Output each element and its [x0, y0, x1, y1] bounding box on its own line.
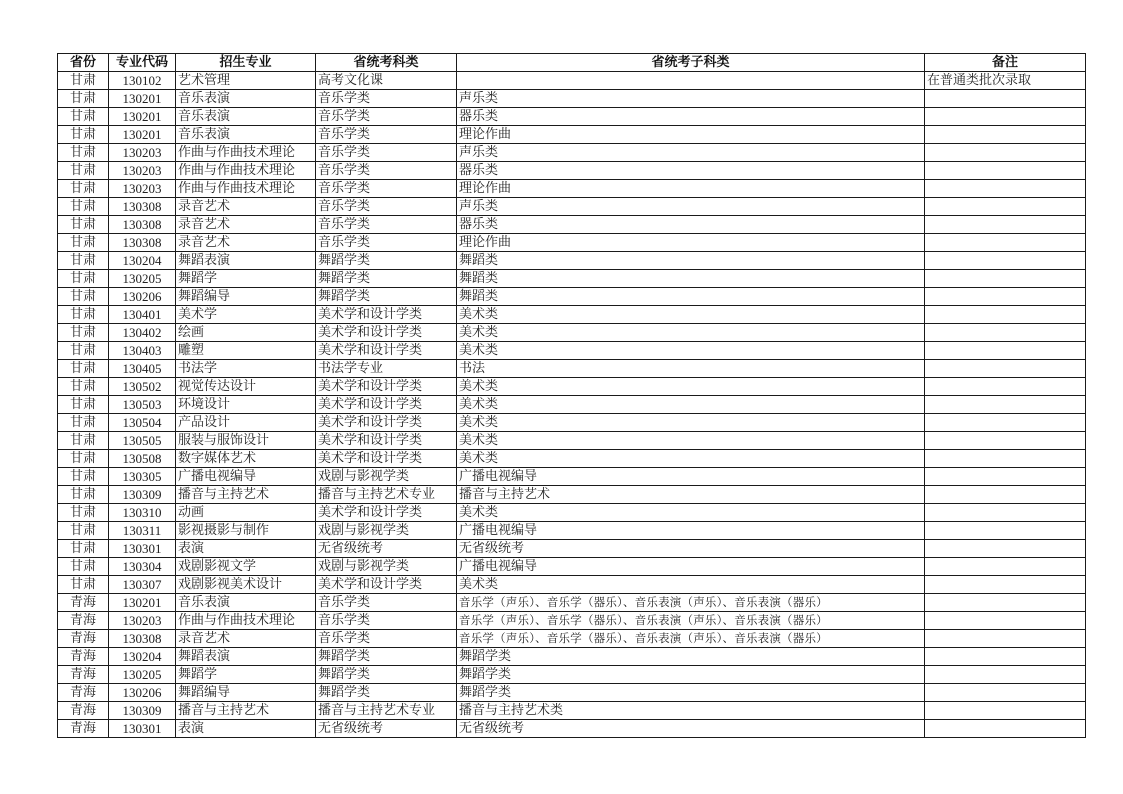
cell-province: 甘肃 [58, 504, 109, 522]
cell-note [925, 522, 1086, 540]
cell-province: 甘肃 [58, 198, 109, 216]
cell-major: 表演 [176, 720, 316, 738]
table-row [58, 72, 1086, 90]
table-row [58, 576, 1086, 594]
cell-code: 130504 [109, 414, 176, 432]
cell-category: 音乐学类 [316, 90, 457, 108]
cell-subcategory: 美术类 [457, 324, 925, 342]
cell-province: 甘肃 [58, 486, 109, 504]
table-row [58, 684, 1086, 702]
cell-major: 舞蹈学 [176, 666, 316, 684]
cell-subcategory: 美术类 [457, 432, 925, 450]
cell-major: 作曲与作曲技术理论 [176, 144, 316, 162]
cell-subcategory: 声乐类 [457, 198, 925, 216]
cell-category: 音乐学类 [316, 216, 457, 234]
cell-category: 播音与主持艺术专业 [316, 486, 457, 504]
cell-province: 甘肃 [58, 342, 109, 360]
table-row [58, 558, 1086, 576]
cell-code: 130310 [109, 504, 176, 522]
cell-major: 数字媒体艺术 [176, 450, 316, 468]
cell-major: 舞蹈表演 [176, 252, 316, 270]
table-row [58, 252, 1086, 270]
cell-major: 视觉传达设计 [176, 378, 316, 396]
cell-subcategory: 美术类 [457, 504, 925, 522]
cell-note [925, 666, 1086, 684]
cell-code: 130204 [109, 252, 176, 270]
cell-category: 美术学和设计学类 [316, 504, 457, 522]
cell-code: 130201 [109, 594, 176, 612]
cell-subcategory: 播音与主持艺术 [457, 486, 925, 504]
cell-note [925, 630, 1086, 648]
cell-category: 音乐学类 [316, 144, 457, 162]
cell-note [925, 378, 1086, 396]
cell-code: 130309 [109, 702, 176, 720]
cell-note [925, 216, 1086, 234]
table-row [58, 90, 1086, 108]
table-row [58, 306, 1086, 324]
cell-note [925, 360, 1086, 378]
cell-province: 甘肃 [58, 432, 109, 450]
cell-category: 美术学和设计学类 [316, 378, 457, 396]
cell-subcategory: 广播电视编导 [457, 558, 925, 576]
cell-subcategory: 舞蹈类 [457, 288, 925, 306]
cell-note [925, 720, 1086, 738]
table-row [58, 378, 1086, 396]
table-row [58, 594, 1086, 612]
cell-category: 音乐学类 [316, 612, 457, 630]
cell-category: 舞蹈学类 [316, 648, 457, 666]
table-row [58, 648, 1086, 666]
cell-province: 甘肃 [58, 234, 109, 252]
cell-subcategory: 美术类 [457, 414, 925, 432]
cell-province: 青海 [58, 720, 109, 738]
cell-subcategory: 理论作曲 [457, 126, 925, 144]
cell-code: 130206 [109, 684, 176, 702]
admissions-table [57, 53, 1086, 738]
cell-code: 130205 [109, 270, 176, 288]
cell-major: 作曲与作曲技术理论 [176, 180, 316, 198]
cell-subcategory: 舞蹈学类 [457, 684, 925, 702]
cell-note [925, 468, 1086, 486]
table-row [58, 180, 1086, 198]
cell-province: 青海 [58, 594, 109, 612]
cell-major: 戏剧影视美术设计 [176, 576, 316, 594]
cell-note [925, 162, 1086, 180]
cell-category: 美术学和设计学类 [316, 324, 457, 342]
cell-category: 舞蹈学类 [316, 270, 457, 288]
cell-major: 录音艺术 [176, 198, 316, 216]
table-body [58, 72, 1086, 738]
cell-province: 青海 [58, 612, 109, 630]
header-major: 招生专业 [176, 54, 316, 72]
cell-note [925, 504, 1086, 522]
cell-code: 130204 [109, 648, 176, 666]
cell-major: 服装与服饰设计 [176, 432, 316, 450]
cell-subcategory: 美术类 [457, 342, 925, 360]
cell-subcategory: 器乐类 [457, 108, 925, 126]
cell-subcategory: 书法 [457, 360, 925, 378]
cell-note [925, 306, 1086, 324]
cell-category: 美术学和设计学类 [316, 576, 457, 594]
header-row [58, 54, 1086, 72]
cell-code: 130309 [109, 486, 176, 504]
cell-category: 无省级统考 [316, 720, 457, 738]
cell-note [925, 396, 1086, 414]
cell-note [925, 702, 1086, 720]
table-row [58, 198, 1086, 216]
table-row [58, 216, 1086, 234]
cell-code: 130402 [109, 324, 176, 342]
table-row [58, 540, 1086, 558]
cell-province: 甘肃 [58, 324, 109, 342]
cell-province: 甘肃 [58, 144, 109, 162]
cell-category: 播音与主持艺术专业 [316, 702, 457, 720]
cell-major: 作曲与作曲技术理论 [176, 162, 316, 180]
cell-subcategory: 舞蹈类 [457, 270, 925, 288]
cell-province: 甘肃 [58, 306, 109, 324]
cell-major: 书法学 [176, 360, 316, 378]
cell-category: 美术学和设计学类 [316, 396, 457, 414]
cell-major: 舞蹈表演 [176, 648, 316, 666]
table-row [58, 432, 1086, 450]
table-row [58, 162, 1086, 180]
cell-code: 130308 [109, 234, 176, 252]
cell-category: 戏剧与影视学类 [316, 522, 457, 540]
table-row [58, 126, 1086, 144]
cell-major: 播音与主持艺术 [176, 486, 316, 504]
cell-province: 青海 [58, 648, 109, 666]
table-row [58, 288, 1086, 306]
cell-major: 音乐表演 [176, 594, 316, 612]
cell-code: 130503 [109, 396, 176, 414]
cell-code: 130304 [109, 558, 176, 576]
cell-subcategory: 美术类 [457, 378, 925, 396]
cell-category: 音乐学类 [316, 162, 457, 180]
cell-subcategory: 舞蹈学类 [457, 648, 925, 666]
table-row [58, 486, 1086, 504]
table-row [58, 414, 1086, 432]
table-row [58, 630, 1086, 648]
cell-note [925, 594, 1086, 612]
cell-province: 甘肃 [58, 414, 109, 432]
table-row [58, 234, 1086, 252]
cell-code: 130307 [109, 576, 176, 594]
cell-code: 130508 [109, 450, 176, 468]
cell-major: 舞蹈学 [176, 270, 316, 288]
table-row [58, 342, 1086, 360]
cell-category: 音乐学类 [316, 198, 457, 216]
table-row [58, 108, 1086, 126]
cell-subcategory: 器乐类 [457, 216, 925, 234]
cell-province: 甘肃 [58, 396, 109, 414]
cell-subcategory: 理论作曲 [457, 180, 925, 198]
cell-subcategory: 器乐类 [457, 162, 925, 180]
cell-note [925, 576, 1086, 594]
cell-major: 舞蹈编导 [176, 684, 316, 702]
cell-note [925, 684, 1086, 702]
table-row [58, 702, 1086, 720]
cell-note [925, 342, 1086, 360]
cell-code: 130505 [109, 432, 176, 450]
cell-major: 戏剧影视文学 [176, 558, 316, 576]
cell-subcategory: 音乐学（声乐）、音乐学（器乐）、音乐表演（声乐）、音乐表演（器乐） [457, 630, 925, 648]
cell-subcategory: 广播电视编导 [457, 522, 925, 540]
cell-subcategory: 声乐类 [457, 144, 925, 162]
cell-subcategory: 音乐学（声乐）、音乐学（器乐）、音乐表演（声乐）、音乐表演（器乐） [457, 594, 925, 612]
cell-category: 舞蹈学类 [316, 684, 457, 702]
cell-code: 130308 [109, 630, 176, 648]
cell-note: 在普通类批次录取 [925, 72, 1086, 90]
cell-province: 甘肃 [58, 90, 109, 108]
cell-note [925, 414, 1086, 432]
cell-subcategory: 无省级统考 [457, 720, 925, 738]
cell-province: 甘肃 [58, 360, 109, 378]
cell-code: 130201 [109, 108, 176, 126]
cell-province: 甘肃 [58, 270, 109, 288]
cell-subcategory: 美术类 [457, 396, 925, 414]
cell-category: 戏剧与影视学类 [316, 558, 457, 576]
cell-note [925, 324, 1086, 342]
cell-note [925, 432, 1086, 450]
cell-note [925, 180, 1086, 198]
table-row [58, 720, 1086, 738]
table-row [58, 468, 1086, 486]
cell-major: 美术学 [176, 306, 316, 324]
cell-note [925, 270, 1086, 288]
cell-province: 甘肃 [58, 540, 109, 558]
cell-province: 甘肃 [58, 126, 109, 144]
cell-note [925, 108, 1086, 126]
cell-note [925, 234, 1086, 252]
cell-major: 播音与主持艺术 [176, 702, 316, 720]
cell-province: 甘肃 [58, 450, 109, 468]
table-row [58, 270, 1086, 288]
table-row [58, 396, 1086, 414]
cell-category: 高考文化课 [316, 72, 457, 90]
cell-code: 130206 [109, 288, 176, 306]
cell-note [925, 252, 1086, 270]
cell-category: 戏剧与影视学类 [316, 468, 457, 486]
cell-province: 甘肃 [58, 108, 109, 126]
cell-category: 音乐学类 [316, 126, 457, 144]
cell-province: 甘肃 [58, 162, 109, 180]
table-row [58, 666, 1086, 684]
cell-category: 无省级统考 [316, 540, 457, 558]
cell-category: 音乐学类 [316, 630, 457, 648]
cell-note [925, 90, 1086, 108]
cell-major: 影视摄影与制作 [176, 522, 316, 540]
header-code: 专业代码 [109, 54, 176, 72]
cell-category: 舞蹈学类 [316, 252, 457, 270]
cell-major: 产品设计 [176, 414, 316, 432]
cell-subcategory: 美术类 [457, 450, 925, 468]
cell-subcategory: 理论作曲 [457, 234, 925, 252]
cell-code: 130403 [109, 342, 176, 360]
cell-category: 美术学和设计学类 [316, 306, 457, 324]
header-category: 省统考科类 [316, 54, 457, 72]
cell-subcategory [457, 72, 925, 90]
cell-province: 甘肃 [58, 522, 109, 540]
cell-major: 录音艺术 [176, 630, 316, 648]
cell-category: 美术学和设计学类 [316, 414, 457, 432]
cell-major: 录音艺术 [176, 216, 316, 234]
cell-province: 甘肃 [58, 216, 109, 234]
cell-category: 美术学和设计学类 [316, 450, 457, 468]
cell-major: 音乐表演 [176, 90, 316, 108]
header-province: 省份 [58, 54, 109, 72]
cell-code: 130308 [109, 216, 176, 234]
cell-code: 130311 [109, 522, 176, 540]
cell-subcategory: 无省级统考 [457, 540, 925, 558]
cell-category: 舞蹈学类 [316, 666, 457, 684]
cell-major: 音乐表演 [176, 126, 316, 144]
cell-major: 雕塑 [176, 342, 316, 360]
cell-province: 甘肃 [58, 576, 109, 594]
cell-category: 音乐学类 [316, 234, 457, 252]
cell-province: 甘肃 [58, 72, 109, 90]
cell-province: 甘肃 [58, 252, 109, 270]
cell-code: 130201 [109, 90, 176, 108]
cell-note [925, 288, 1086, 306]
table-row [58, 504, 1086, 522]
cell-province: 甘肃 [58, 468, 109, 486]
cell-code: 130203 [109, 144, 176, 162]
cell-category: 音乐学类 [316, 594, 457, 612]
cell-category: 舞蹈学类 [316, 288, 457, 306]
cell-code: 130308 [109, 198, 176, 216]
cell-major: 录音艺术 [176, 234, 316, 252]
cell-province: 甘肃 [58, 180, 109, 198]
cell-major: 音乐表演 [176, 108, 316, 126]
cell-major: 舞蹈编导 [176, 288, 316, 306]
cell-major: 作曲与作曲技术理论 [176, 612, 316, 630]
cell-code: 130203 [109, 612, 176, 630]
cell-note [925, 612, 1086, 630]
cell-subcategory: 美术类 [457, 576, 925, 594]
cell-note [925, 450, 1086, 468]
cell-code: 130205 [109, 666, 176, 684]
cell-code: 130405 [109, 360, 176, 378]
cell-code: 130401 [109, 306, 176, 324]
cell-category: 美术学和设计学类 [316, 342, 457, 360]
table-row [58, 612, 1086, 630]
cell-major: 动画 [176, 504, 316, 522]
cell-category: 书法学专业 [316, 360, 457, 378]
cell-province: 青海 [58, 630, 109, 648]
cell-category: 音乐学类 [316, 180, 457, 198]
cell-code: 130301 [109, 540, 176, 558]
cell-major: 广播电视编导 [176, 468, 316, 486]
cell-subcategory: 声乐类 [457, 90, 925, 108]
cell-code: 130203 [109, 162, 176, 180]
cell-note [925, 126, 1086, 144]
cell-major: 绘画 [176, 324, 316, 342]
cell-code: 130201 [109, 126, 176, 144]
table-row [58, 450, 1086, 468]
cell-province: 甘肃 [58, 378, 109, 396]
table-row [58, 324, 1086, 342]
table-row [58, 360, 1086, 378]
header-subcategory: 省统考子科类 [457, 54, 925, 72]
cell-subcategory: 舞蹈类 [457, 252, 925, 270]
cell-code: 130102 [109, 72, 176, 90]
table-row [58, 522, 1086, 540]
cell-province: 甘肃 [58, 558, 109, 576]
cell-subcategory: 舞蹈学类 [457, 666, 925, 684]
cell-major: 艺术管理 [176, 72, 316, 90]
cell-note [925, 486, 1086, 504]
cell-subcategory: 美术类 [457, 306, 925, 324]
cell-province: 青海 [58, 684, 109, 702]
cell-subcategory: 广播电视编导 [457, 468, 925, 486]
cell-note [925, 540, 1086, 558]
cell-province: 甘肃 [58, 288, 109, 306]
cell-category: 美术学和设计学类 [316, 432, 457, 450]
cell-note [925, 558, 1086, 576]
cell-code: 130301 [109, 720, 176, 738]
cell-province: 青海 [58, 702, 109, 720]
cell-province: 青海 [58, 666, 109, 684]
cell-major: 环境设计 [176, 396, 316, 414]
cell-subcategory: 音乐学（声乐）、音乐学（器乐）、音乐表演（声乐）、音乐表演（器乐） [457, 612, 925, 630]
cell-note [925, 648, 1086, 666]
cell-code: 130502 [109, 378, 176, 396]
header-note: 备注 [925, 54, 1086, 72]
cell-note [925, 144, 1086, 162]
cell-category: 音乐学类 [316, 108, 457, 126]
cell-note [925, 198, 1086, 216]
cell-code: 130203 [109, 180, 176, 198]
table-row [58, 144, 1086, 162]
cell-subcategory: 播音与主持艺术类 [457, 702, 925, 720]
cell-major: 表演 [176, 540, 316, 558]
cell-code: 130305 [109, 468, 176, 486]
